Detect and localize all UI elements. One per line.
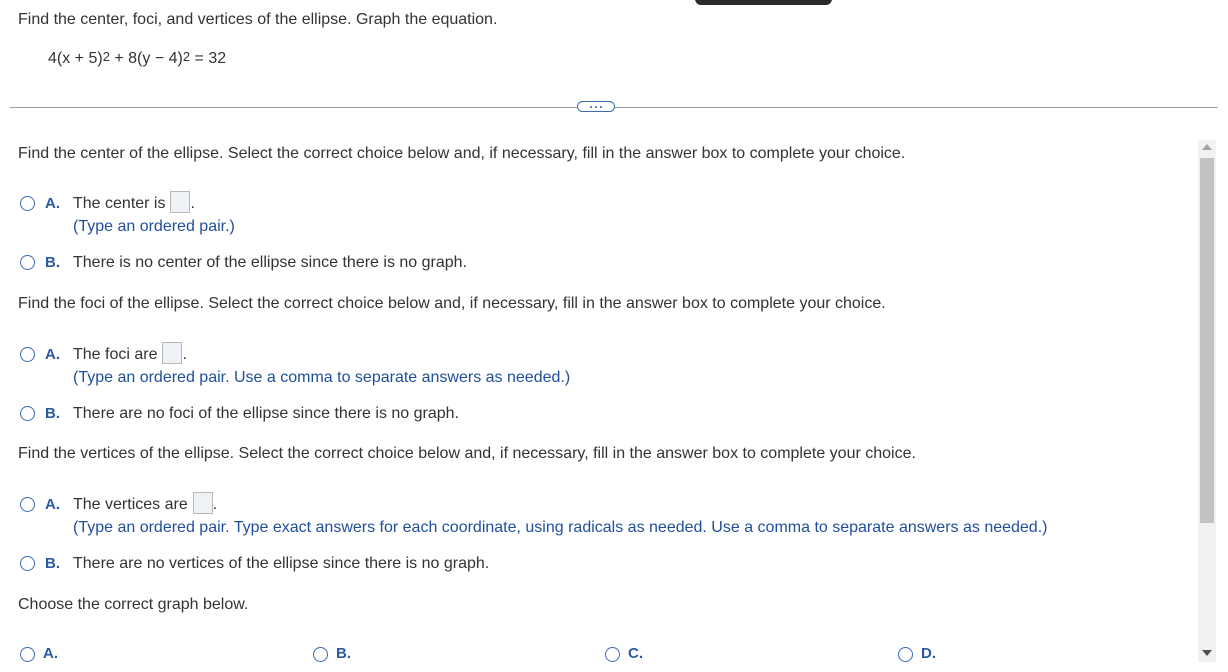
center-hint: (Type an ordered pair.): [73, 218, 235, 236]
vertices-choice-b[interactable]: B. There are no vertices of the ellipse since there is no graph.: [20, 555, 489, 573]
foci-choice-a[interactable]: A. The foci are . (Type an ordered pair. Use a comma to separate answers as needed.): [20, 346, 570, 387]
center-prompt: Find the center of the ellipse. Select the correct choice below and, if necessary, fill in the answer box to complete your choice.: [18, 145, 906, 162]
graph-prompt: Choose the correct graph below.: [18, 596, 249, 613]
graph-choice-d[interactable]: D.: [898, 645, 949, 662]
radio-button[interactable]: [20, 556, 35, 571]
scroll-down-arrow-icon[interactable]: [1202, 650, 1212, 656]
foci-prompt: Find the foci of the ellipse. Select the correct choice below and, if necessary, fill in the answer box to complete your choice.: [18, 295, 886, 312]
foci-answer-input[interactable]: [162, 342, 182, 364]
radio-button[interactable]: [20, 497, 35, 512]
radio-button[interactable]: [20, 647, 35, 662]
center-choice-b[interactable]: B. There is no center of the ellipse since there is no graph.: [20, 254, 467, 272]
vertices-answer-input[interactable]: [193, 492, 213, 514]
scrollbar-thumb[interactable]: [1200, 158, 1214, 523]
radio-button[interactable]: [20, 196, 35, 211]
foci-hint: (Type an ordered pair. Use a comma to separate answers as needed.): [73, 369, 571, 387]
question-prompt: Find the center, foci, and vertices of the ellipse. Graph the equation.: [18, 11, 498, 28]
center-choice-a[interactable]: A. The center is . (Type an ordered pair.): [20, 195, 235, 236]
radio-button[interactable]: [313, 647, 328, 662]
top-toolbar-tab: [695, 0, 832, 5]
graph-choice-b[interactable]: B.: [313, 645, 364, 662]
vertices-hint: (Type an ordered pair. Type exact answers for each coordinate, using radicals as needed. Use a comma to separate answers as needed.): [73, 519, 1048, 537]
scroll-up-arrow-icon[interactable]: [1202, 144, 1212, 150]
radio-button[interactable]: [20, 347, 35, 362]
vertices-prompt: Find the vertices of the ellipse. Select the correct choice below and, if necessary, fill in the answer box to complete your choice.: [18, 445, 916, 462]
radio-button[interactable]: [20, 255, 35, 270]
more-options-button[interactable]: [577, 101, 615, 112]
vertices-choice-a[interactable]: A. The vertices are . (Type an ordered pair. Type exact answers for each coordinate, using radicals as needed. Use a comma to separate answers as needed.): [20, 496, 1047, 537]
radio-button[interactable]: [898, 647, 913, 662]
graph-choice-a[interactable]: A.: [20, 645, 71, 662]
graph-choice-c[interactable]: C.: [605, 645, 656, 662]
ellipse-equation: $4(x + 5)^2 + 8(y - 4)^2 = 32$: [48, 49, 227, 67]
radio-button[interactable]: [605, 647, 620, 662]
center-answer-input[interactable]: [170, 191, 190, 213]
foci-choice-b[interactable]: B. There are no foci of the ellipse since there is no graph.: [20, 405, 459, 423]
vertical-scrollbar[interactable]: [1198, 140, 1216, 662]
radio-button[interactable]: [20, 406, 35, 421]
